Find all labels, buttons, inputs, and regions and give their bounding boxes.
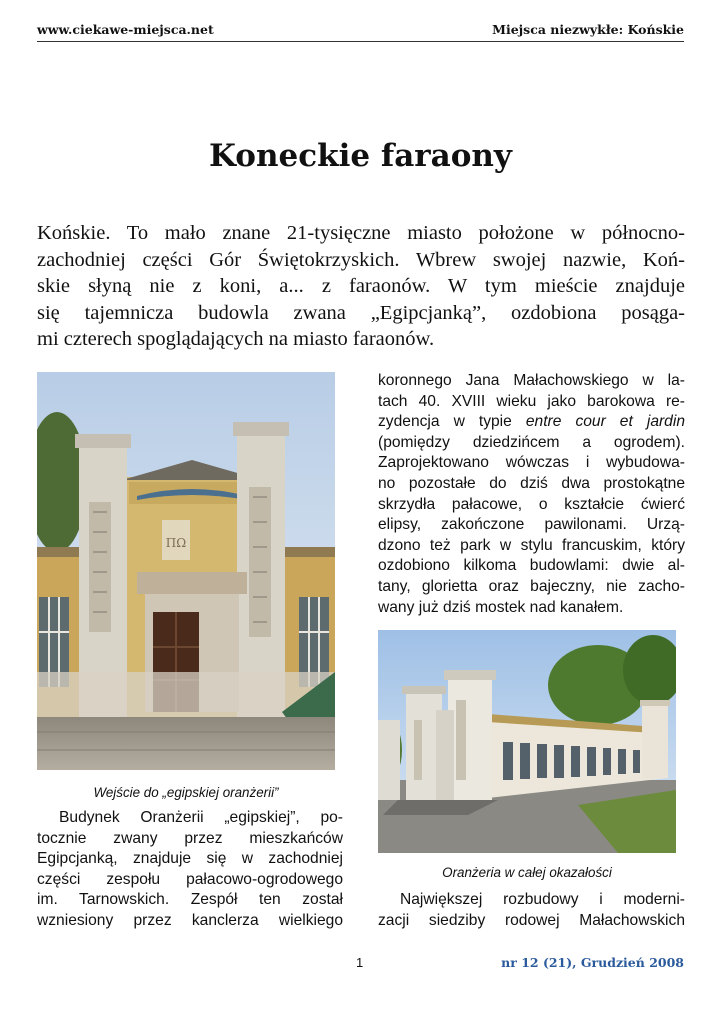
text-line: tocznie zwany przez mieszkańców — [37, 829, 343, 847]
text-line: elipsy, zakończone pawilonami. Urzą- — [378, 516, 685, 534]
text-line: części zespołu pałacowo-ogrodowego — [37, 870, 343, 888]
text-line: Zaprojektowano wówczas i wybudowa- — [378, 454, 685, 472]
text-line: no pozostałe do dziś dwa prostokątne — [378, 474, 685, 492]
article-title: Koneckie faraony — [209, 138, 512, 174]
text-line: koronnego Jana Małachowskiego w la- — [378, 372, 685, 389]
text-segment: zydencja w typie — [378, 413, 526, 431]
left-column-text — [37, 808, 343, 932]
header-section-title: Miejsca niezwykłe: Końskie — [492, 22, 684, 37]
photo-caption: Oranżeria w całej okazałości — [442, 865, 612, 880]
photo-caption: Wejście do „egipskiej oranżerii” — [93, 785, 279, 800]
text-line: Największej rozbudowy i moderni- — [400, 891, 685, 908]
right-column-text — [378, 371, 685, 618]
header-site-url: www.ciekawe-miejsca.net — [37, 22, 214, 37]
text-line: wzniesiony przez kanclerza wielkiego — [37, 911, 343, 929]
article-lead — [37, 220, 685, 353]
lead-line: się tajemnicza budowla zwana „Egipcjanką”, ozdobiona posąga- — [37, 301, 685, 324]
page-number: 1 — [356, 955, 364, 970]
egyptian-orangery-entrance-photo — [37, 372, 335, 770]
text-line: zacji siedziby rodowej Małachowskich — [378, 911, 685, 929]
lead-line: mi czterech spoglądających na miasto faraonów. — [37, 328, 435, 350]
text-line: ozdobiono kilkoma budowlami: dwie al- — [378, 557, 685, 575]
lead-line: zachodniej części Gór Świętokrzyskich. Wbrew swojej nazwie, Koń- — [37, 248, 685, 271]
text-line: tach 40. XVIII wieku jako barokowa re- — [378, 392, 685, 410]
text-line: Egipcjanką, znajduje się w zachodniej — [37, 850, 343, 868]
issue-label: nr 12 (21), Grudzień 2008 — [501, 955, 684, 970]
text-line: wany już dziś mostek nad kanałem. — [378, 598, 624, 616]
text-line: im. Tarnowskich. Zespół ten został — [37, 891, 343, 909]
italic-phrase: entre cour et jardin — [525, 413, 685, 431]
lead-line: skie słyną nie z koni, a... z faraonów. W tym mieście znajduje — [37, 275, 685, 297]
right-column-continuation — [378, 890, 685, 931]
text-line: dzono też park w stylu francuskim, który — [378, 536, 685, 554]
text-line: tany, glorietta oraz bajeczny, nie zacho- — [378, 577, 685, 595]
text-line: Budynek Oranżerii „egipskiej”, po- — [59, 809, 343, 826]
header-divider — [37, 41, 684, 42]
svg-text:ΠΩ: ΠΩ — [165, 536, 187, 550]
text-line — [378, 412, 685, 433]
lead-line: Końskie. To mało znane 21-tysięczne miasto położone w północno- — [37, 222, 685, 244]
orangery-full-view-photo — [378, 630, 676, 853]
text-line: skrzydła pałacowe, o kształcie ćwierć — [378, 495, 685, 513]
text-line: (pomiędzy dziedzińcem a ogrodem). — [378, 433, 685, 451]
